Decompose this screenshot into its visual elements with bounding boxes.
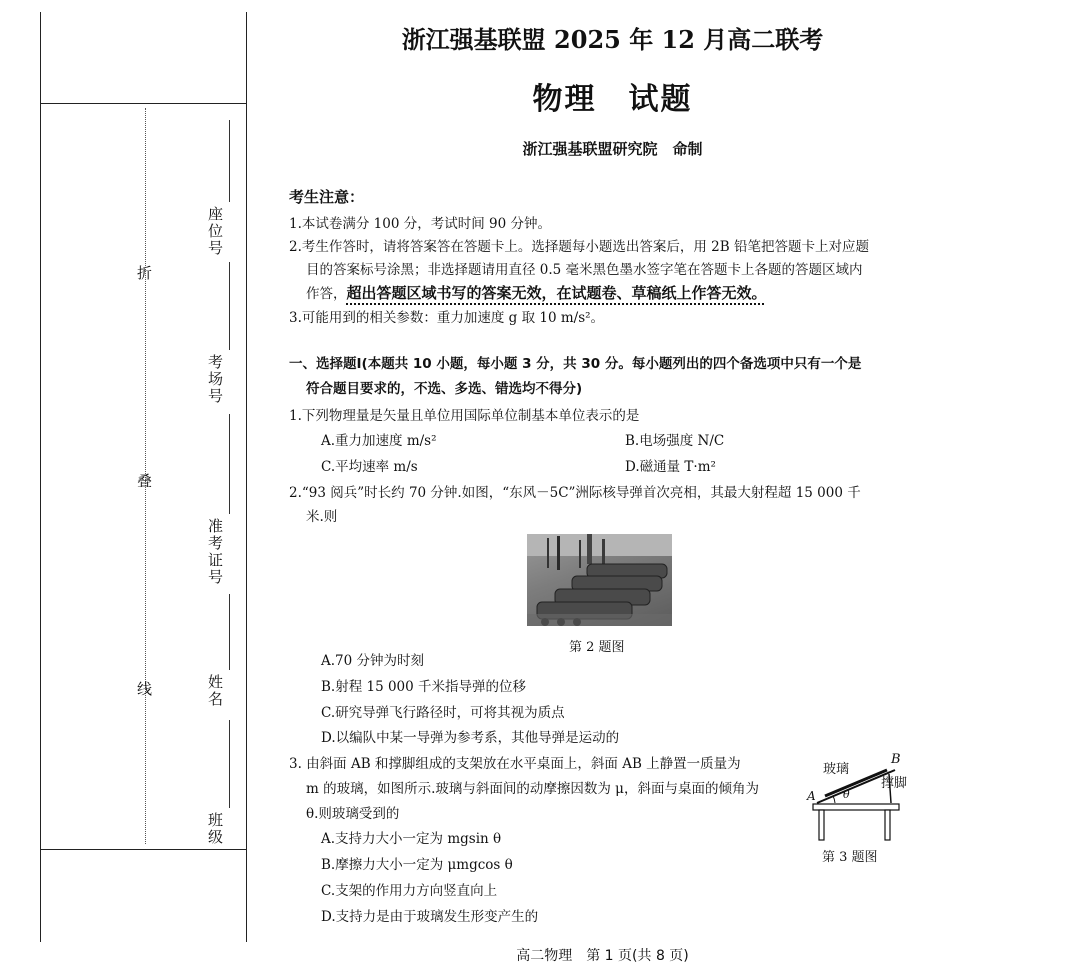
admission-number-label: 准考证号 — [206, 518, 224, 586]
section-heading-cont: 符合题目要求的，不选、多选、错选均不得分) — [306, 381, 583, 397]
point-a-label: A — [807, 789, 816, 803]
notice-heading: 考生注意： — [289, 188, 365, 206]
notice-emphasis: 超出答题区域书写的答案无效，在试题卷、草稿纸上作答无效。 — [346, 284, 767, 302]
q1-stem: 1.下列物理量是矢量且单位用国际单位制基本单位表示的是 — [289, 408, 640, 424]
q3-stem-cont: m 的玻璃，如图所示.玻璃与斜面间的动摩擦因数为 μ，斜面与桌面的倾角为 — [306, 781, 759, 797]
class-label: 班级 — [206, 812, 224, 846]
q2-option-b: B.射程 15 000 千米指导弹的位移 — [321, 679, 527, 695]
exam-title: 浙江强基联盟 2025 年 12 月高二联考 — [401, 25, 824, 54]
producer-line: 浙江强基联盟研究院 命制 — [522, 140, 703, 158]
q2-stem-cont: 米.则 — [306, 509, 338, 525]
point-b-label: B — [891, 752, 901, 767]
exam-room-label: 考场号 — [206, 354, 224, 405]
fold-char-3: 线 — [137, 680, 153, 698]
fold-char-2: 叠 — [137, 472, 153, 490]
q3-option-c: C.支架的作用力方向竖直向上 — [321, 883, 498, 899]
q2-stem: 2.“93 阅兵”时长约 70 分钟.如图，“东风－5C”洲际核导弹首次亮相，其最大射程超 15 000 千 — [289, 485, 861, 501]
q1-option-a: A.重力加速度 m/s² — [321, 433, 437, 449]
missile-parade-photo — [527, 534, 672, 626]
q3-stem: 3. 由斜面 AB 和撑脚组成的支架放在水平桌面上，斜面 AB 上静置一质量为 — [289, 756, 741, 772]
q2-option-d: D.以编队中某一导弹为参考系，其他导弹是运动的 — [321, 730, 620, 746]
page-footer: 高二物理 第 1 页(共 8 页) — [516, 948, 689, 964]
incline-stand-figure — [805, 752, 915, 844]
notice-item-2-cont: 目的答案标号涂黑；非选择题请用直径 0.5 毫米黑色墨水签字笔在答题卡上各题的答题区域内 — [306, 262, 863, 278]
q2-option-c: C.研究导弹飞行路径时，可将其视为质点 — [321, 705, 565, 721]
notice-item-2-tail: 作答， — [306, 286, 347, 302]
q1-option-d: D.磁通量 T·m² — [625, 459, 716, 475]
theta-label: θ — [843, 788, 850, 801]
q1-option-b: B.电场强度 N/C — [625, 433, 725, 449]
leg-label: 撑脚 — [881, 776, 908, 791]
q3-option-b: B.摩擦力大小一定为 μmgcos θ — [321, 857, 513, 873]
notice-item-2: 2.考生作答时，请将答案答在答题卡上。选择题每小题选出答案后，用 2B 铅笔把答题卡上对应题 — [289, 239, 869, 255]
q3-option-d: D.支持力是由于玻璃发生形变产生的 — [321, 909, 539, 925]
subject-title: 物理 试题 — [532, 82, 693, 117]
notice-item-3: 3.可能用到的相关参数：重力加速度 g 取 10 m/s²。 — [289, 310, 605, 326]
seat-number-label: 座位号 — [206, 206, 224, 257]
q3-figure-caption: 第 3 题图 — [822, 850, 878, 865]
q1-option-c: C.平均速率 m/s — [321, 459, 418, 475]
q3-stem-end: θ.则玻璃受到的 — [306, 806, 400, 822]
notice-item-2-end — [306, 282, 767, 303]
glass-label: 玻璃 — [823, 762, 850, 777]
q2-option-a: A.70 分钟为时刻 — [321, 653, 425, 669]
q2-figure-caption: 第 2 题图 — [569, 640, 625, 655]
section-heading: 一、选择题Ⅰ(本题共 10 小题，每小题 3 分，共 30 分。每小题列出的四个备选项中只有一个是 — [289, 356, 862, 372]
name-label: 姓名 — [206, 674, 224, 708]
q3-option-a: A.支持力大小一定为 mgsin θ — [321, 831, 502, 847]
fold-char-1: 折 — [137, 264, 153, 282]
notice-item-1: 1.本试卷满分 100 分，考试时间 90 分钟。 — [289, 216, 551, 232]
